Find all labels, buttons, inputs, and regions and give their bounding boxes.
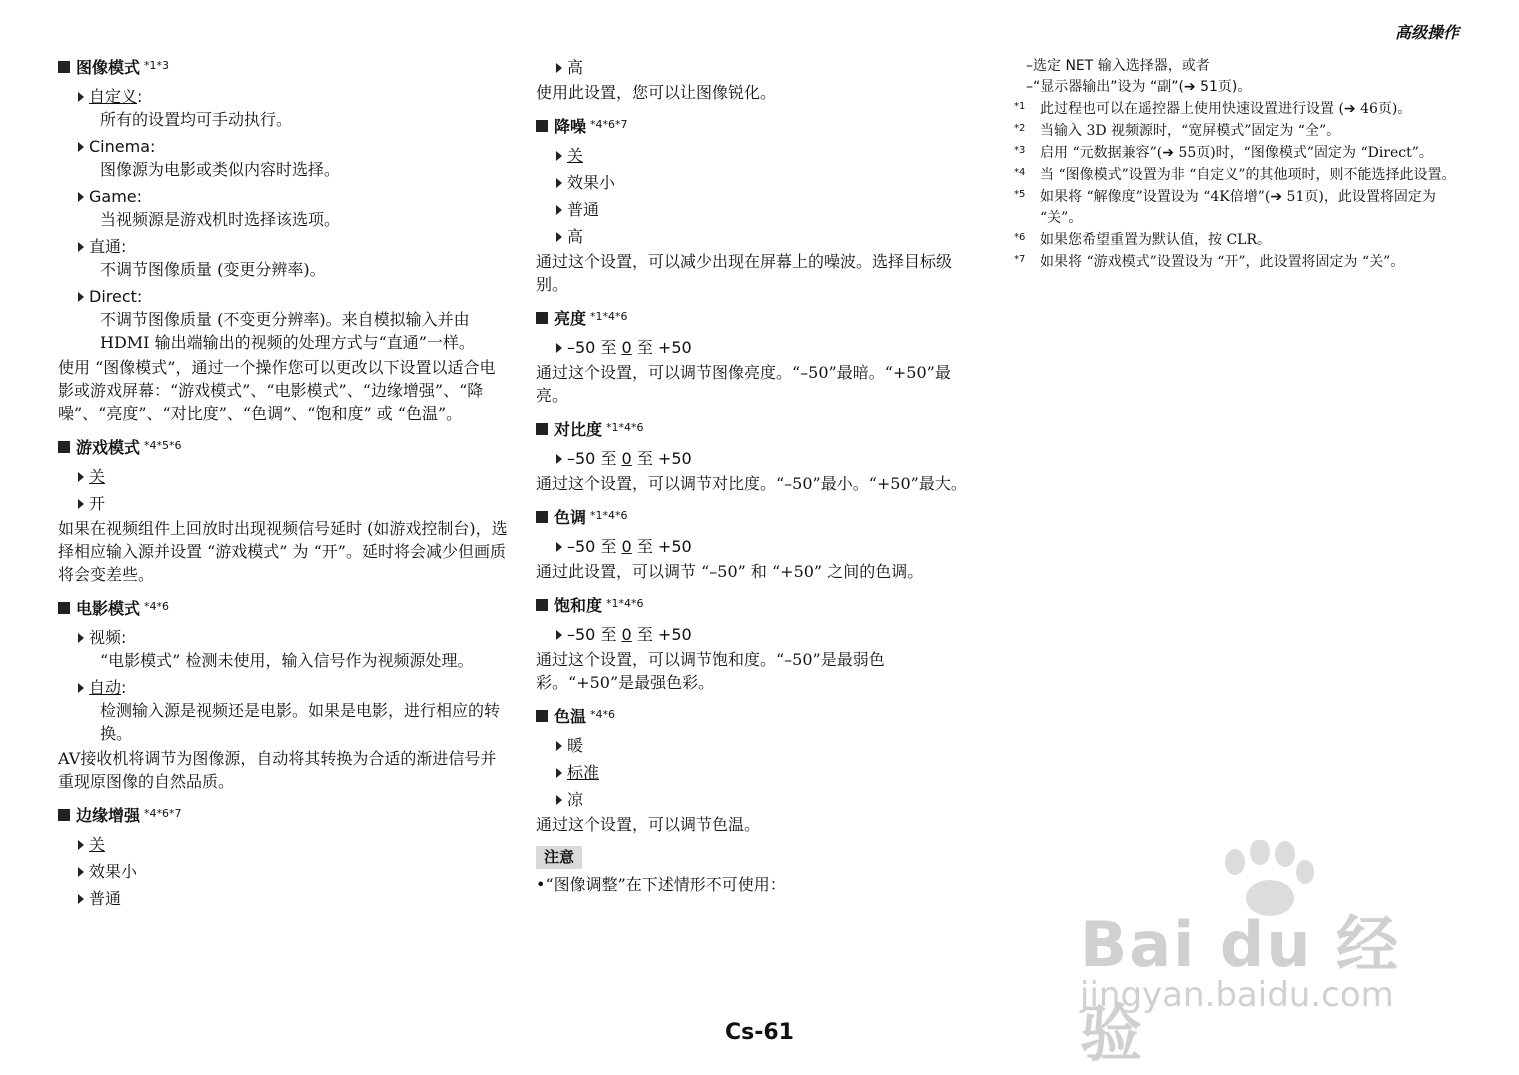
game-mode-heading: 游戏模式 *4*5*6 — [58, 436, 508, 461]
page-header: 高级操作 — [1394, 23, 1459, 42]
picture-mode-option-direct: Direct : — [58, 285, 508, 308]
square-bullet-icon — [536, 710, 548, 722]
option-description: “电影模式” 检测未使用，输入信号作为视频源处理。 — [100, 651, 474, 670]
option-description: 不调节图像质量 (不变更分辨率)。来自模拟输入并由 HDMI 输出端输出的视频的处理方式与“直通”一样。 — [100, 310, 475, 352]
triangle-bullet-icon — [556, 630, 562, 640]
saturation-range: –50 至 0 至 +50 — [536, 623, 976, 646]
game-mode-option-on: 开 — [58, 492, 508, 515]
triangle-bullet-icon — [78, 92, 84, 102]
triangle-bullet-icon — [78, 242, 84, 252]
triangle-bullet-icon — [78, 894, 84, 904]
picture-mode-option-cinema: Cinema : — [58, 135, 508, 158]
note-dash-item: –选定 NET 输入选择器，或者 — [1026, 58, 1210, 74]
triangle-bullet-icon — [78, 499, 84, 509]
square-bullet-icon — [58, 61, 70, 73]
triangle-bullet-icon — [78, 292, 84, 302]
picture-mode-heading: 图像模式 *1*3 — [58, 56, 508, 81]
note-dash-item: –“显示器输出”设为 “副”(➔ 51页)。 — [1026, 79, 1252, 95]
footnote: *1 此过程也可以在遥控器上使用快速设置进行设置 (➔ 46页)。 — [1014, 101, 1412, 117]
film-mode-paragraph: AV接收机将调节为图像源，自动将其转换为合适的渐进信号并重现原图像的自然品质。 — [58, 749, 497, 791]
column-1 — [58, 56, 508, 910]
square-bullet-icon — [536, 511, 548, 523]
edge-paragraph: 使用此设置，您可以让图像锐化。 — [536, 83, 777, 102]
footnote: *7 如果将 “游戏模式”设置设为 “开”，此设置将固定为 “关”。 — [1014, 254, 1405, 270]
footnote: *2 当输入 3D 视频源时，“宽屏模式”固定为 “全”。 — [1014, 123, 1341, 139]
picture-mode-option-through: 直通 : — [58, 235, 508, 258]
option-description: 不调节图像质量 (变更分辨率)。 — [100, 260, 326, 279]
note-bullet: •“图像调整”在下述情形不可使用： — [536, 875, 786, 894]
square-bullet-icon — [58, 602, 70, 614]
triangle-bullet-icon — [78, 142, 84, 152]
square-bullet-icon — [536, 423, 548, 435]
footnote: *3 启用 “元数据兼容”(➔ 55页)时，“图像模式”固定为 “Direct”。 — [1014, 145, 1433, 161]
brightness-heading: 亮度 *1*4*6 — [536, 307, 976, 332]
noise-paragraph: 通过这个设置，可以减少出现在屏幕上的噪波。选择目标级别。 — [536, 252, 953, 294]
square-bullet-icon — [58, 809, 70, 821]
film-mode-heading: 电影模式 *4*6 — [58, 597, 508, 622]
triangle-bullet-icon — [556, 343, 562, 353]
triangle-bullet-icon — [556, 232, 562, 242]
triangle-bullet-icon — [556, 542, 562, 552]
triangle-bullet-icon — [556, 741, 562, 751]
contrast-range: –50 至 0 至 +50 — [536, 447, 976, 470]
square-bullet-icon — [536, 312, 548, 324]
note-label: 注意 — [536, 846, 582, 869]
watermark-logo: Bai du 经验 — [1080, 908, 1401, 1070]
contrast-heading: 对比度 *1*4*6 — [536, 418, 976, 443]
triangle-bullet-icon — [78, 867, 84, 877]
square-bullet-icon — [536, 599, 548, 611]
triangle-bullet-icon — [78, 840, 84, 850]
footnote: *6 如果您希望重置为默认值，按 CLR。 — [1014, 232, 1271, 248]
film-mode-option-video: 视频 : — [58, 626, 508, 649]
triangle-bullet-icon — [556, 205, 562, 215]
picture-mode-option-custom: 自定义 : — [58, 85, 508, 108]
color-temp-heading: 色温 *4*6 — [536, 705, 976, 730]
triangle-bullet-icon — [556, 63, 562, 73]
brightness-paragraph: 通过这个设置，可以调节图像亮度。“–50”最暗。“+50”最亮。 — [536, 363, 951, 405]
triangle-bullet-icon — [556, 454, 562, 464]
noise-option-normal: 普通 — [536, 198, 976, 221]
noise-option-low: 效果小 — [536, 171, 976, 194]
color-temp-option-normal: 标准 — [536, 761, 976, 784]
triangle-bullet-icon — [78, 633, 84, 643]
color-temp-option-warm: 暖 — [536, 734, 976, 757]
triangle-bullet-icon — [78, 192, 84, 202]
square-bullet-icon — [58, 441, 70, 453]
noise-option-high: 高 — [536, 225, 976, 248]
edge-option-high: 高 — [536, 56, 976, 79]
hue-range: –50 至 0 至 +50 — [536, 535, 976, 558]
game-mode-option-off: 关 — [58, 465, 508, 488]
contrast-paragraph: 通过这个设置，可以调节对比度。“–50”最小。“+50”最大。 — [536, 474, 967, 493]
option-description: 所有的设置均可手动执行。 — [100, 110, 293, 129]
film-mode-option-auto: 自动 : — [58, 676, 508, 699]
hue-heading: 色调 *1*4*6 — [536, 506, 976, 531]
edge-option-low: 效果小 — [58, 860, 508, 883]
triangle-bullet-icon — [78, 683, 84, 693]
watermark-url: jingyan.baidu.com — [1080, 975, 1394, 1015]
game-mode-paragraph: 如果在视频组件上回放时出现视频信号延时 (如游戏控制台)，选择相应输入源并设置 “游戏模式” 为 “开”。延时将会减少但画质将会变差些。 — [58, 519, 508, 584]
triangle-bullet-icon — [556, 768, 562, 778]
baidu-watermark — [1080, 840, 1440, 1070]
triangle-bullet-icon — [556, 795, 562, 805]
edge-option-off: 关 — [58, 833, 508, 856]
edge-enhancement-heading: 边缘增强 *4*6*7 — [58, 804, 508, 829]
edge-option-normal: 普通 — [58, 887, 508, 910]
option-description: 当视频源是游戏机时选择该选项。 — [100, 210, 341, 229]
saturation-paragraph: 通过这个设置，可以调节饱和度。“–50”是最弱色彩。“+50”是最强色彩。 — [536, 650, 885, 692]
color-temp-option-cool: 凉 — [536, 788, 976, 811]
triangle-bullet-icon — [78, 472, 84, 482]
brightness-range: –50 至 0 至 +50 — [536, 336, 976, 359]
page-number: Cs-61 — [725, 1020, 794, 1045]
footnote: *4 当 “图像模式”设置为非 “自定义”的其他项时，则不能选择此设置。 — [1014, 167, 1456, 183]
picture-mode-option-game: Game : — [58, 185, 508, 208]
triangle-bullet-icon — [556, 178, 562, 188]
column-2 — [536, 56, 976, 896]
noise-option-off: 关 — [536, 144, 976, 167]
column-3 — [1014, 56, 1464, 273]
option-description: 图像源为电影或类似内容时选择。 — [100, 160, 341, 179]
footnote: *5 如果将 “解像度”设置设为 “4K倍增”(➔ 51页)，此设置将固定为 “关”。 — [1014, 189, 1436, 226]
option-description: 检测输入源是视频还是电影。如果是电影，进行相应的转换。 — [100, 701, 501, 743]
picture-mode-paragraph: 使用 “图像模式”，通过一个操作您可以更改以下设置以适合电影或游戏屏幕：“游戏模式”、“电影模式”、“边缘增强”、“降噪”、“亮度”、“对比度”、“色调”、“饱和度” 或 “色温”。 — [58, 358, 496, 423]
noise-reduction-heading: 降噪 *4*6*7 — [536, 115, 976, 140]
color-temp-paragraph: 通过这个设置，可以调节色温。 — [536, 815, 761, 834]
triangle-bullet-icon — [556, 151, 562, 161]
hue-paragraph: 通过此设置，可以调节 “–50” 和 “+50” 之间的色调。 — [536, 562, 924, 581]
square-bullet-icon — [536, 120, 548, 132]
saturation-heading: 饱和度 *1*4*6 — [536, 594, 976, 619]
